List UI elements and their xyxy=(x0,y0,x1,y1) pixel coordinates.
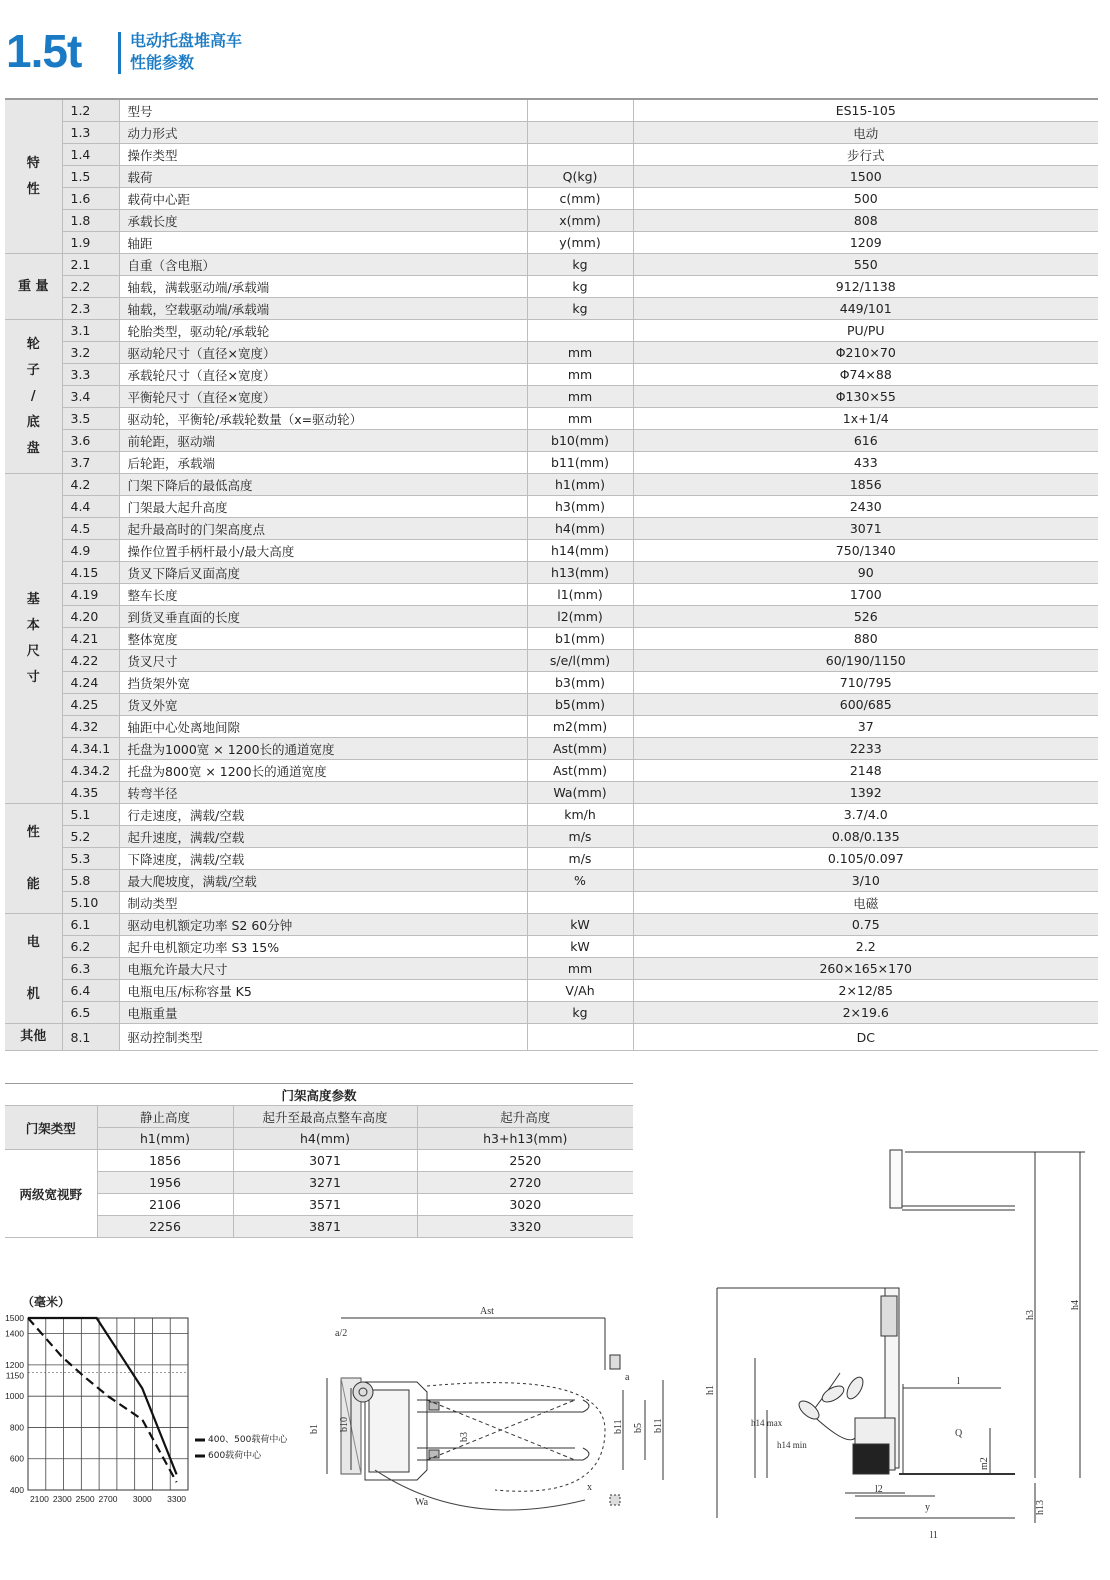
spec-name: 轮胎类型，驱动轮/承载轮 xyxy=(119,320,527,342)
spec-value: 电磁 xyxy=(633,892,1098,914)
dim-m2: m2 xyxy=(979,1457,990,1470)
spec-name: 起升最高时的门架高度点 xyxy=(119,518,527,540)
spec-unit: kg xyxy=(527,1002,633,1024)
spec-value: 260×165×170 xyxy=(633,958,1098,980)
spec-unit: Ast(mm) xyxy=(527,738,633,760)
spec-row xyxy=(5,122,1098,144)
spec-no: 5.3 xyxy=(62,848,119,870)
mast-col-unit: h4(mm) xyxy=(233,1128,417,1150)
spec-name: 挡货架外宽 xyxy=(119,672,527,694)
spec-value: 1x+1/4 xyxy=(633,408,1098,430)
spec-group-label: 其他 xyxy=(5,1024,62,1051)
spec-value: 433 xyxy=(633,452,1098,474)
spec-name: 电瓶电压/标称容量 K5 xyxy=(119,980,527,1002)
mast-cell: 3020 xyxy=(417,1194,633,1216)
spec-unit: Q(kg) xyxy=(527,166,633,188)
mast-cell: 1856 xyxy=(97,1150,233,1172)
spec-value: 880 xyxy=(633,628,1098,650)
spec-unit xyxy=(527,892,633,914)
spec-unit: h1(mm) xyxy=(527,474,633,496)
spec-name: 自重（含电瓶） xyxy=(119,254,527,276)
spec-unit: kg xyxy=(527,298,633,320)
spec-no: 4.22 xyxy=(62,650,119,672)
mast-col-unit: h3+h13(mm) xyxy=(417,1128,633,1150)
spec-name: 到货叉垂直面的长度 xyxy=(119,606,527,628)
chart-y-tick: 1150 xyxy=(5,1370,24,1381)
spec-row xyxy=(5,606,1098,628)
chart-x-tick: 3000 xyxy=(132,1494,152,1504)
spec-name: 电瓶重量 xyxy=(119,1002,527,1024)
spec-unit: mm xyxy=(527,364,633,386)
spec-value: 1392 xyxy=(633,782,1098,804)
dim-b1: b1 xyxy=(309,1424,320,1434)
dim-ast: Ast xyxy=(480,1306,494,1317)
spec-no: 5.2 xyxy=(62,826,119,848)
spec-name: 驱动轮尺寸（直径×宽度） xyxy=(119,342,527,364)
spec-unit: kW xyxy=(527,936,633,958)
spec-unit xyxy=(527,144,633,166)
spec-no: 4.21 xyxy=(62,628,119,650)
spec-unit: mm xyxy=(527,408,633,430)
spec-unit: h4(mm) xyxy=(527,518,633,540)
spec-value: Φ74×88 xyxy=(633,364,1098,386)
spec-value: 90 xyxy=(633,562,1098,584)
spec-row xyxy=(5,826,1098,848)
spec-no: 4.34.1 xyxy=(62,738,119,760)
spec-group-label: 特 性 xyxy=(5,99,62,254)
spec-name: 平衡轮尺寸（直径×宽度） xyxy=(119,386,527,408)
spec-no: 4.32 xyxy=(62,716,119,738)
chart-x-tick: 2300 xyxy=(52,1494,72,1504)
spec-unit: m/s xyxy=(527,848,633,870)
spec-group-label: 基 本 尺 寸 xyxy=(5,474,62,804)
spec-no: 6.3 xyxy=(62,958,119,980)
spec-unit: b11(mm) xyxy=(527,452,633,474)
mast-cell: 3320 xyxy=(417,1216,633,1238)
side-view-drawing xyxy=(705,1148,1105,1543)
spec-name: 货叉外宽 xyxy=(119,694,527,716)
spec-value: 2.2 xyxy=(633,936,1098,958)
spec-row xyxy=(5,980,1098,1002)
spec-no: 5.8 xyxy=(62,870,119,892)
dim-h13: h13 xyxy=(1035,1500,1046,1515)
mast-col-header: 起升至最高点整车高度 xyxy=(233,1106,417,1128)
spec-name: 下降速度，满载/空载 xyxy=(119,848,527,870)
spec-no: 4.5 xyxy=(62,518,119,540)
spec-name: 托盘为800宽 × 1200长的通道宽度 xyxy=(119,760,527,782)
dim-b11-alt: b11 xyxy=(653,1418,664,1433)
spec-name: 整车长度 xyxy=(119,584,527,606)
spec-value: 550 xyxy=(633,254,1098,276)
spec-row xyxy=(5,518,1098,540)
dim-a: a xyxy=(625,1372,630,1383)
spec-value: 60/190/1150 xyxy=(633,650,1098,672)
spec-unit: mm xyxy=(527,386,633,408)
mast-col-unit: h1(mm) xyxy=(97,1128,233,1150)
mast-col-header: 起升高度 xyxy=(417,1106,633,1128)
mast-table-title: 门架高度参数 xyxy=(5,1084,633,1106)
spec-no: 3.2 xyxy=(62,342,119,364)
spec-row xyxy=(5,430,1098,452)
spec-value: 0.08/0.135 xyxy=(633,826,1098,848)
chart-y-tick: 1000 xyxy=(5,1391,24,1402)
chart-y-tick: 1500 xyxy=(5,1313,24,1323)
spec-row xyxy=(5,276,1098,298)
spec-name: 门架下降后的最低高度 xyxy=(119,474,527,496)
spec-no: 3.7 xyxy=(62,452,119,474)
chart-legend-2: 600载荷中心 xyxy=(208,1451,262,1461)
spec-no: 6.1 xyxy=(62,914,119,936)
spec-row xyxy=(5,738,1098,760)
spec-no: 5.10 xyxy=(62,892,119,914)
spec-row xyxy=(5,958,1098,980)
dim-wa: Wa xyxy=(415,1497,429,1508)
spec-no: 1.6 xyxy=(62,188,119,210)
spec-value: PU/PU xyxy=(633,320,1098,342)
mast-cell: 2520 xyxy=(417,1150,633,1172)
spec-no: 1.4 xyxy=(62,144,119,166)
spec-no: 3.5 xyxy=(62,408,119,430)
spec-value: Φ210×70 xyxy=(633,342,1098,364)
spec-row xyxy=(5,760,1098,782)
chart-y-tick: 600 xyxy=(9,1453,24,1464)
spec-table xyxy=(5,98,1098,1051)
spec-name: 驱动轮，平衡轮/承载轮数量（x=驱动轮） xyxy=(119,408,527,430)
spec-row xyxy=(5,782,1098,804)
spec-no: 4.34.2 xyxy=(62,760,119,782)
spec-unit: kg xyxy=(527,276,633,298)
chart-legend-1: 400、500载荷中心 xyxy=(208,1435,288,1445)
spec-row xyxy=(5,650,1098,672)
spec-no: 2.3 xyxy=(62,298,119,320)
spec-row xyxy=(5,320,1098,342)
spec-no: 3.4 xyxy=(62,386,119,408)
dim-h1: h1 xyxy=(705,1385,716,1395)
spec-row xyxy=(5,628,1098,650)
dim-l: l xyxy=(957,1376,960,1387)
mast-type-header: 门架类型 xyxy=(5,1106,97,1150)
spec-unit: V/Ah xyxy=(527,980,633,1002)
spec-group-label: 轮 子 / 底 盘 xyxy=(5,320,62,474)
spec-unit: mm xyxy=(527,342,633,364)
spec-row xyxy=(5,188,1098,210)
spec-row xyxy=(5,672,1098,694)
spec-value: 500 xyxy=(633,188,1098,210)
spec-name: 最大爬坡度，满载/空载 xyxy=(119,870,527,892)
spec-name: 轴载，满载驱动端/承载端 xyxy=(119,276,527,298)
spec-no: 6.2 xyxy=(62,936,119,958)
spec-unit: h14(mm) xyxy=(527,540,633,562)
spec-value: 750/1340 xyxy=(633,540,1098,562)
spec-no: 4.25 xyxy=(62,694,119,716)
spec-name: 行走速度，满载/空载 xyxy=(119,804,527,826)
spec-name: 起升速度，满载/空载 xyxy=(119,826,527,848)
spec-no: 3.1 xyxy=(62,320,119,342)
spec-unit: mm xyxy=(527,958,633,980)
dim-h14-min: h14 min xyxy=(777,1440,807,1450)
spec-unit: km/h xyxy=(527,804,633,826)
spec-unit: m2(mm) xyxy=(527,716,633,738)
spec-no: 1.2 xyxy=(62,99,119,122)
spec-unit: kW xyxy=(527,914,633,936)
spec-unit: m/s xyxy=(527,826,633,848)
spec-unit: Wa(mm) xyxy=(527,782,633,804)
spec-unit: b1(mm) xyxy=(527,628,633,650)
capacity-label: 1.5t xyxy=(6,25,82,77)
spec-unit xyxy=(527,320,633,342)
spec-name: 轴距中心处离地间隙 xyxy=(119,716,527,738)
spec-row xyxy=(5,298,1098,320)
spec-value: 1700 xyxy=(633,584,1098,606)
dim-a-half: a/2 xyxy=(335,1328,348,1339)
spec-row xyxy=(5,408,1098,430)
dim-h3: h3 xyxy=(1025,1310,1036,1320)
spec-value: DC xyxy=(633,1024,1098,1051)
spec-value: 1500 xyxy=(633,166,1098,188)
spec-row xyxy=(5,342,1098,364)
spec-no: 4.20 xyxy=(62,606,119,628)
spec-value: 449/101 xyxy=(633,298,1098,320)
spec-value: 1856 xyxy=(633,474,1098,496)
spec-row xyxy=(5,452,1098,474)
spec-value: 2233 xyxy=(633,738,1098,760)
dim-b5: b5 xyxy=(633,1423,644,1433)
header-subtitle: 性能参数 xyxy=(130,53,195,72)
spec-row xyxy=(5,848,1098,870)
dim-b11: b11 xyxy=(613,1419,624,1434)
spec-name: 制动类型 xyxy=(119,892,527,914)
spec-row xyxy=(5,936,1098,958)
spec-row xyxy=(5,804,1098,826)
top-view-drawing xyxy=(305,1300,690,1525)
spec-value: 步行式 xyxy=(633,144,1098,166)
spec-value: 3.7/4.0 xyxy=(633,804,1098,826)
dim-b10: b10 xyxy=(339,1417,350,1432)
spec-value: Φ130×55 xyxy=(633,386,1098,408)
spec-group-label: 电 机 xyxy=(5,914,62,1024)
spec-row xyxy=(5,1024,1098,1051)
spec-row xyxy=(5,584,1098,606)
spec-value: 912/1138 xyxy=(633,276,1098,298)
spec-row xyxy=(5,716,1098,738)
spec-row xyxy=(5,144,1098,166)
spec-unit: l2(mm) xyxy=(527,606,633,628)
spec-unit: h13(mm) xyxy=(527,562,633,584)
spec-no: 5.1 xyxy=(62,804,119,826)
spec-unit: b10(mm) xyxy=(527,430,633,452)
spec-no: 3.3 xyxy=(62,364,119,386)
spec-row xyxy=(5,562,1098,584)
header-title: 电动托盘堆高车 xyxy=(130,31,243,50)
spec-row xyxy=(5,210,1098,232)
spec-group-label: 性 能 xyxy=(5,804,62,914)
spec-no: 4.9 xyxy=(62,540,119,562)
spec-name: 驱动电机额定功率 S2 60分钟 xyxy=(119,914,527,936)
spec-no: 1.8 xyxy=(62,210,119,232)
spec-name: 转弯半径 xyxy=(119,782,527,804)
chart-x-tick: 2700 xyxy=(98,1494,118,1504)
spec-unit: b3(mm) xyxy=(527,672,633,694)
spec-no: 2.1 xyxy=(62,254,119,276)
mast-cell: 1956 xyxy=(97,1172,233,1194)
chart-series-line xyxy=(28,1318,177,1482)
spec-name: 门架最大起升高度 xyxy=(119,496,527,518)
mast-cell: 3871 xyxy=(233,1216,417,1238)
dim-b3: b3 xyxy=(459,1432,470,1442)
spec-no: 4.19 xyxy=(62,584,119,606)
spec-name: 驱动控制类型 xyxy=(119,1024,527,1051)
mast-cell: 2256 xyxy=(97,1216,233,1238)
spec-unit xyxy=(527,122,633,144)
spec-unit: c(mm) xyxy=(527,188,633,210)
spec-name: 型号 xyxy=(119,99,527,122)
spec-group-label: 重 量 xyxy=(5,254,62,320)
mast-table xyxy=(5,1083,633,1238)
spec-unit xyxy=(527,1024,633,1051)
mast-col-header: 静止高度 xyxy=(97,1106,233,1128)
spec-value: 2×19.6 xyxy=(633,1002,1098,1024)
spec-name: 轴载，空载驱动端/承载端 xyxy=(119,298,527,320)
chart-y-tick: 1400 xyxy=(5,1328,24,1339)
spec-row xyxy=(5,386,1098,408)
spec-row xyxy=(5,254,1098,276)
spec-no: 2.2 xyxy=(62,276,119,298)
spec-name: 后轮距，承载端 xyxy=(119,452,527,474)
spec-unit: Ast(mm) xyxy=(527,760,633,782)
chart-x-tick: 2500 xyxy=(75,1494,95,1504)
spec-no: 3.6 xyxy=(62,430,119,452)
spec-row xyxy=(5,99,1098,122)
spec-name: 载荷 xyxy=(119,166,527,188)
spec-value: 616 xyxy=(633,430,1098,452)
spec-no: 6.5 xyxy=(62,1002,119,1024)
spec-row xyxy=(5,364,1098,386)
spec-value: 0.75 xyxy=(633,914,1098,936)
spec-value: 37 xyxy=(633,716,1098,738)
dim-h14-max: h14 max xyxy=(751,1418,783,1428)
mast-type-name: 两级宽视野 xyxy=(5,1150,97,1238)
spec-no: 1.9 xyxy=(62,232,119,254)
spec-value: 526 xyxy=(633,606,1098,628)
chart-ylabel: （毫米） xyxy=(22,1295,71,1309)
spec-no: 4.2 xyxy=(62,474,119,496)
spec-name: 货叉下降后叉面高度 xyxy=(119,562,527,584)
mast-cell: 3271 xyxy=(233,1172,417,1194)
spec-no: 1.3 xyxy=(62,122,119,144)
spec-name: 操作类型 xyxy=(119,144,527,166)
spec-row xyxy=(5,232,1098,254)
spec-value: 2×12/85 xyxy=(633,980,1098,1002)
spec-name: 前轮距，驱动端 xyxy=(119,430,527,452)
mast-cell: 2720 xyxy=(417,1172,633,1194)
spec-no: 8.1 xyxy=(62,1024,119,1051)
spec-row xyxy=(5,892,1098,914)
spec-unit: b5(mm) xyxy=(527,694,633,716)
spec-row xyxy=(5,540,1098,562)
spec-name: 货叉尺寸 xyxy=(119,650,527,672)
spec-name: 托盘为1000宽 × 1200长的通道宽度 xyxy=(119,738,527,760)
spec-value: 1209 xyxy=(633,232,1098,254)
spec-name: 承载长度 xyxy=(119,210,527,232)
spec-row xyxy=(5,914,1098,936)
spec-value: 808 xyxy=(633,210,1098,232)
spec-no: 4.15 xyxy=(62,562,119,584)
spec-unit: x(mm) xyxy=(527,210,633,232)
chart-x-tick: 2100 xyxy=(29,1494,49,1504)
chart-y-tick: 1200 xyxy=(5,1359,24,1370)
dim-y: y xyxy=(925,1502,930,1513)
spec-value: 电动 xyxy=(633,122,1098,144)
spec-value: 0.105/0.097 xyxy=(633,848,1098,870)
spec-unit: y(mm) xyxy=(527,232,633,254)
spec-value: 600/685 xyxy=(633,694,1098,716)
spec-value: 2430 xyxy=(633,496,1098,518)
header-divider xyxy=(118,32,121,74)
spec-value: ES15-105 xyxy=(633,99,1098,122)
spec-unit xyxy=(527,99,633,122)
spec-row xyxy=(5,870,1098,892)
spec-row xyxy=(5,496,1098,518)
spec-row xyxy=(5,166,1098,188)
spec-row xyxy=(5,474,1098,496)
spec-name: 承载轮尺寸（直径×宽度） xyxy=(119,364,527,386)
spec-value: 3/10 xyxy=(633,870,1098,892)
mast-cell: 2106 xyxy=(97,1194,233,1216)
spec-no: 6.4 xyxy=(62,980,119,1002)
spec-name: 整体宽度 xyxy=(119,628,527,650)
dim-x: x xyxy=(587,1482,592,1493)
spec-row xyxy=(5,1002,1098,1024)
spec-unit: kg xyxy=(527,254,633,276)
spec-unit: s/e/l(mm) xyxy=(527,650,633,672)
dim-q: Q xyxy=(955,1428,963,1439)
mast-cell: 3071 xyxy=(233,1150,417,1172)
spec-name: 操作位置手柄杆最小/最大高度 xyxy=(119,540,527,562)
spec-unit: h3(mm) xyxy=(527,496,633,518)
spec-name: 载荷中心距 xyxy=(119,188,527,210)
spec-no: 4.4 xyxy=(62,496,119,518)
spec-name: 动力形式 xyxy=(119,122,527,144)
spec-row xyxy=(5,694,1098,716)
chart-y-tick: 400 xyxy=(9,1485,24,1495)
spec-name: 轴距 xyxy=(119,232,527,254)
load-chart xyxy=(0,1290,210,1520)
chart-y-tick: 800 xyxy=(9,1422,24,1433)
spec-no: 1.5 xyxy=(62,166,119,188)
spec-value: 3071 xyxy=(633,518,1098,540)
dim-l1: l1 xyxy=(930,1530,938,1541)
chart-x-tick: 3300 xyxy=(167,1494,187,1504)
spec-unit: % xyxy=(527,870,633,892)
spec-name: 起升电机额定功率 S3 15% xyxy=(119,936,527,958)
mast-cell: 3571 xyxy=(233,1194,417,1216)
dim-l2: l2 xyxy=(875,1484,883,1495)
spec-unit: l1(mm) xyxy=(527,584,633,606)
spec-value: 2148 xyxy=(633,760,1098,782)
spec-name: 电瓶允许最大尺寸 xyxy=(119,958,527,980)
spec-no: 4.35 xyxy=(62,782,119,804)
dim-h4: h4 xyxy=(1070,1300,1081,1310)
spec-no: 4.24 xyxy=(62,672,119,694)
spec-value: 710/795 xyxy=(633,672,1098,694)
